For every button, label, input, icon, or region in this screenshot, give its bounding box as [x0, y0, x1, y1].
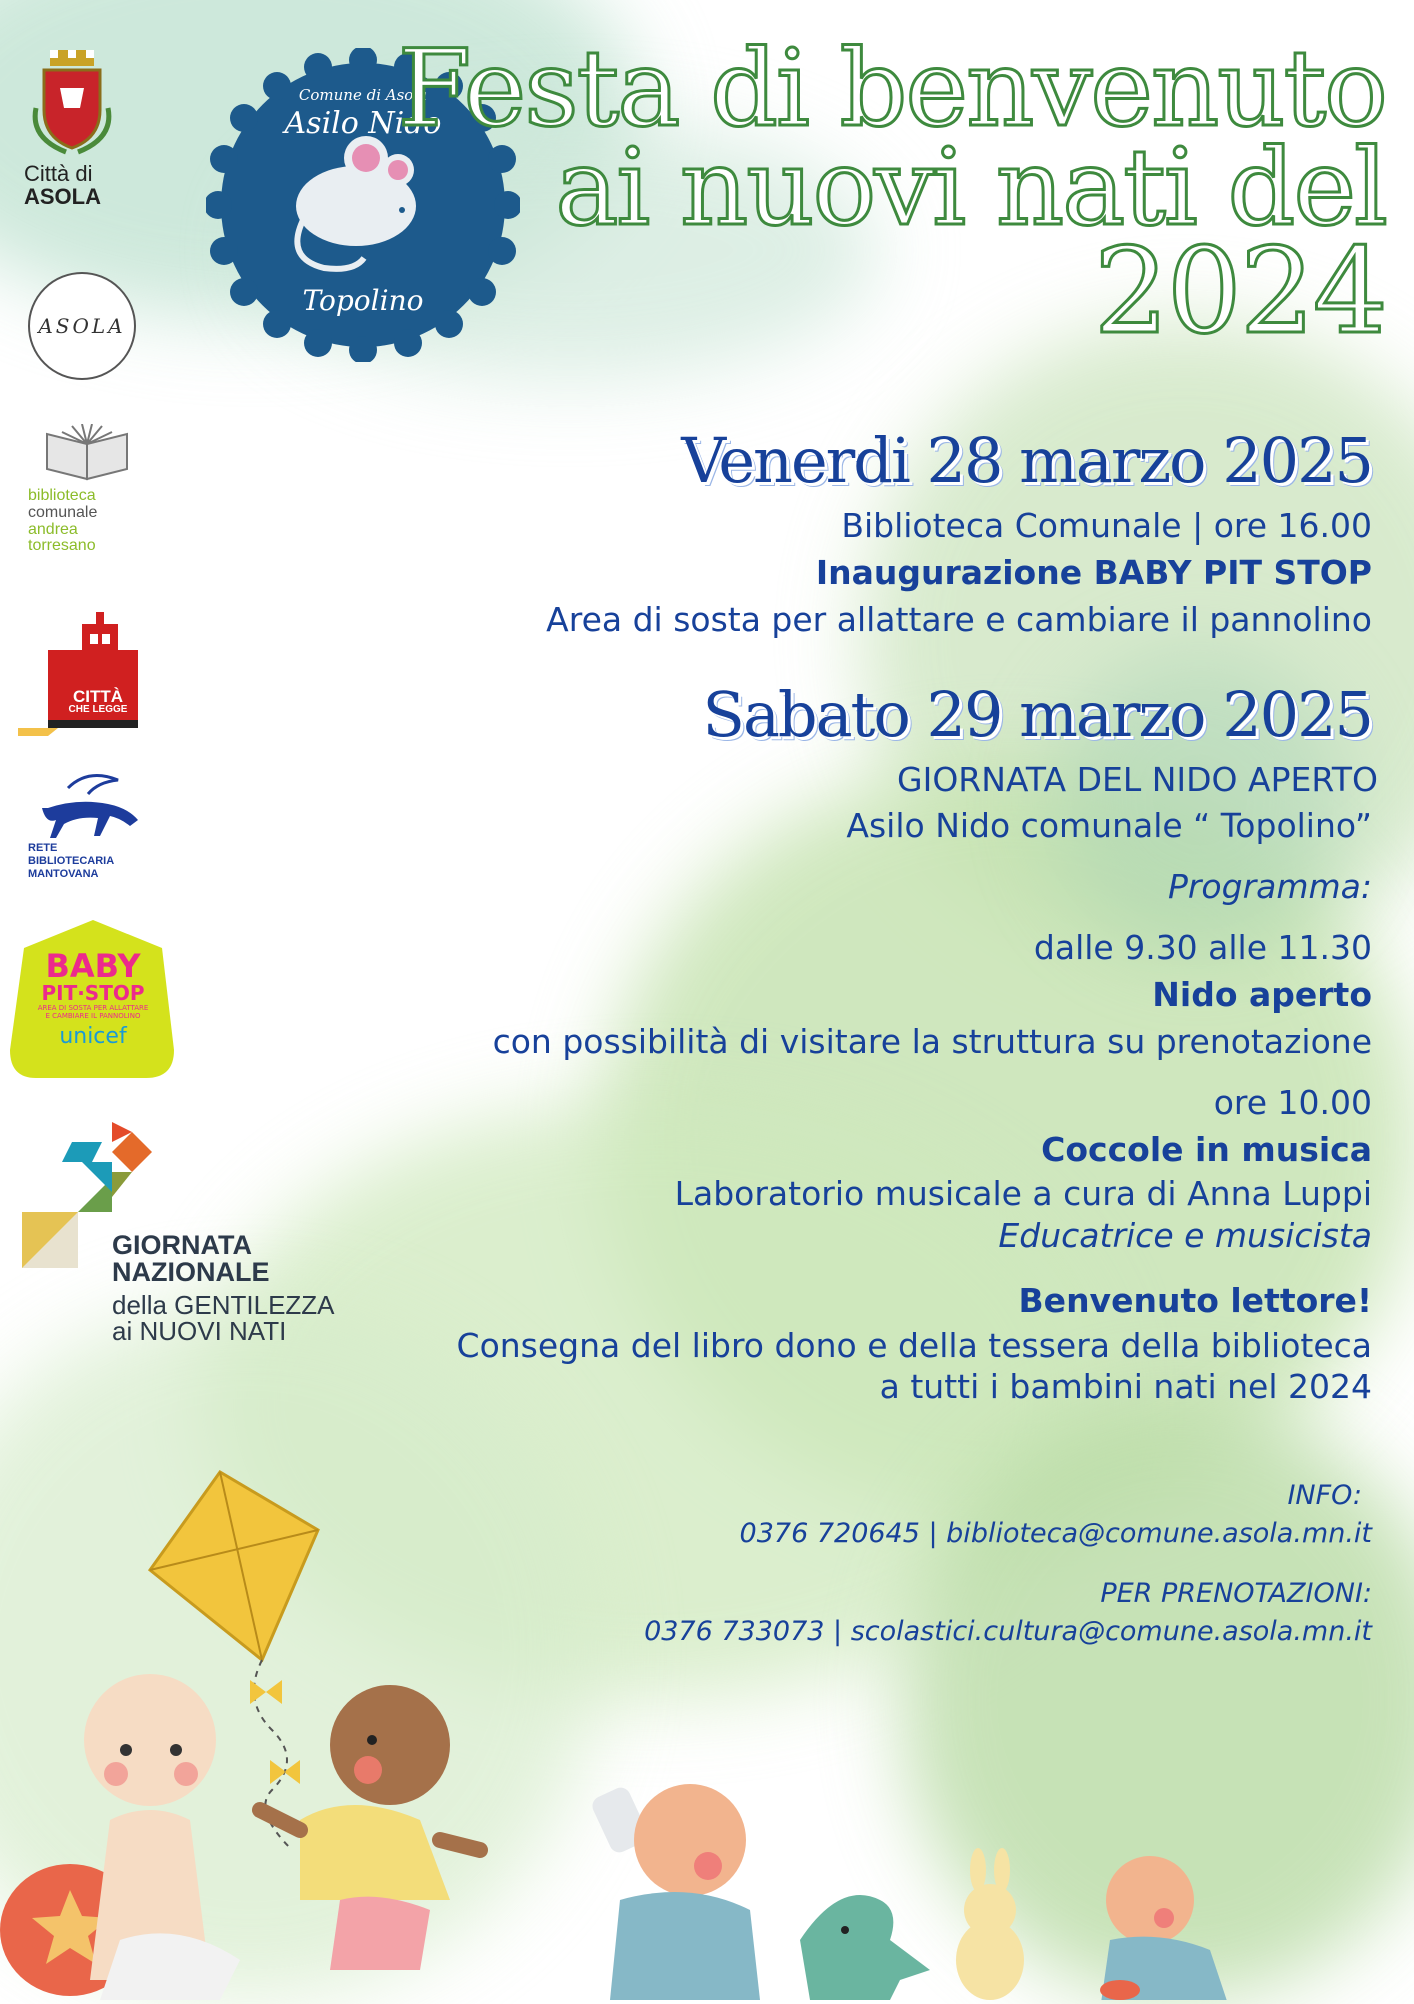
rete-bibliotecaria-logo — [28, 768, 148, 888]
unicef-text: unicef — [59, 1024, 127, 1049]
booking-contact: 0376 733073 | scolastici.cultura@comune.asola.mn.it — [644, 1615, 1372, 1647]
event1-date: Venerdi 28 marzo 2025 — [681, 424, 1372, 497]
slot3-description-1: Consegna del libro dono e della tessera della biblioteca — [456, 1325, 1372, 1365]
baby-pit-line4: E CAMBIARE IL PANNOLINO — [45, 1012, 141, 1020]
info-label: INFO: — [1287, 1480, 1362, 1512]
asilo-badge-bottom: Topolino — [302, 284, 424, 317]
event2-title: GIORNATA DEL NIDO APERTO — [897, 759, 1378, 799]
giornata-line4: ai NUOVI NATI — [112, 1316, 287, 1346]
city-name: ASOLA — [24, 184, 101, 210]
baby-with-bottle-icon — [589, 1784, 760, 2000]
baby-pit-line2: PIT·STOP — [41, 981, 145, 1005]
giornata-line3: della GENTILEZZA — [112, 1290, 335, 1320]
citta-line2: CHE LEGGE — [68, 704, 128, 715]
slot3-description-2: a tutti i bambini nati nel 2024 — [879, 1367, 1372, 1407]
rete-line3: MANTOVANA — [28, 868, 99, 881]
booking-label: PER PRENOTAZIONI: — [1100, 1577, 1372, 1609]
slot2-title: Coccole in musica — [1041, 1129, 1372, 1169]
biblioteca-line1: biblioteca — [28, 487, 96, 504]
citta-line1: CITTÀ — [72, 687, 124, 706]
giornata-gentilezza-logo — [22, 1122, 382, 1352]
program-label: Programma: — [1167, 867, 1372, 907]
slot1-description: con possibilità di visitare la struttura su prenotazione — [492, 1021, 1372, 1061]
asola-badge-text: ASOLA — [38, 314, 126, 338]
event1-headline: Inaugurazione BABY PIT STOP — [815, 552, 1372, 592]
event1-place: Biblioteca Comunale | ore 16.00 — [841, 506, 1372, 545]
biblioteca-line3: andrea — [28, 520, 78, 538]
city-label: Città di — [24, 161, 93, 186]
open-book-icon — [42, 424, 132, 484]
slot2-time: ore 10.00 — [1213, 1082, 1372, 1122]
baby-pit-stop-logo — [6, 920, 180, 1080]
asilo-badge-top: Comune di Asola — [298, 86, 428, 104]
coat-of-arms-icon — [22, 48, 122, 158]
giornata-line2: NAZIONALE — [112, 1257, 270, 1287]
citta-che-legge-logo — [18, 610, 138, 736]
slot2-role: Educatrice e musicista — [998, 1215, 1372, 1255]
slot1-title: Nido aperto — [1152, 975, 1372, 1015]
title-line-1: Festa di benvenuto — [397, 27, 1386, 150]
slot3-title: Benvenuto lettore! — [1018, 1280, 1372, 1320]
slot2-description: Laboratorio musicale a cura di Anna Luppi — [674, 1174, 1372, 1214]
crawling-baby-icon — [260, 1685, 480, 1970]
event2-date: Sabato 29 marzo 2025 — [702, 677, 1372, 751]
baby-with-ball-icon — [0, 1674, 240, 2000]
title-line-3: 2024 — [1093, 222, 1386, 361]
building-book-icon — [18, 610, 138, 736]
event-details — [360, 420, 1378, 1651]
event2-location: Asilo Nido comunale “ Topolino” — [846, 806, 1372, 846]
event1-description: Area di sosta per allattare e cambiare il pannolino — [546, 599, 1372, 639]
rete-line1: RETE — [28, 842, 58, 854]
biblioteca-logo — [28, 424, 148, 554]
biblioteca-line4: torresano — [28, 537, 96, 555]
slot1-time: dalle 9.30 alle 11.30 — [1033, 928, 1372, 968]
baby-playing-icon — [1100, 1856, 1230, 2000]
title-line-2: ai nuovi nati del — [555, 125, 1386, 249]
pegasus-book-icon — [28, 768, 148, 838]
baby-pit-line3: AREA DI SOSTA PER ALLATTARE — [37, 1004, 149, 1012]
asilo-badge-name: Asilo Nido — [284, 106, 442, 141]
info-contact: 0376 720645 | biblioteca@comune.asola.mn.it — [739, 1518, 1372, 1550]
giornata-line1: GIORNATA — [112, 1230, 252, 1260]
baby-pit-line1: BABY — [45, 947, 141, 985]
main-title — [397, 27, 1386, 361]
toy-dinosaur-icon — [800, 1895, 930, 2000]
city-of-asola-logo — [22, 48, 122, 218]
asola-badge — [28, 272, 136, 380]
toy-bunny-icon — [956, 1848, 1024, 2000]
rete-line2: BIBLIOTECARIA — [28, 855, 115, 868]
biblioteca-line2: comunale — [28, 503, 98, 521]
